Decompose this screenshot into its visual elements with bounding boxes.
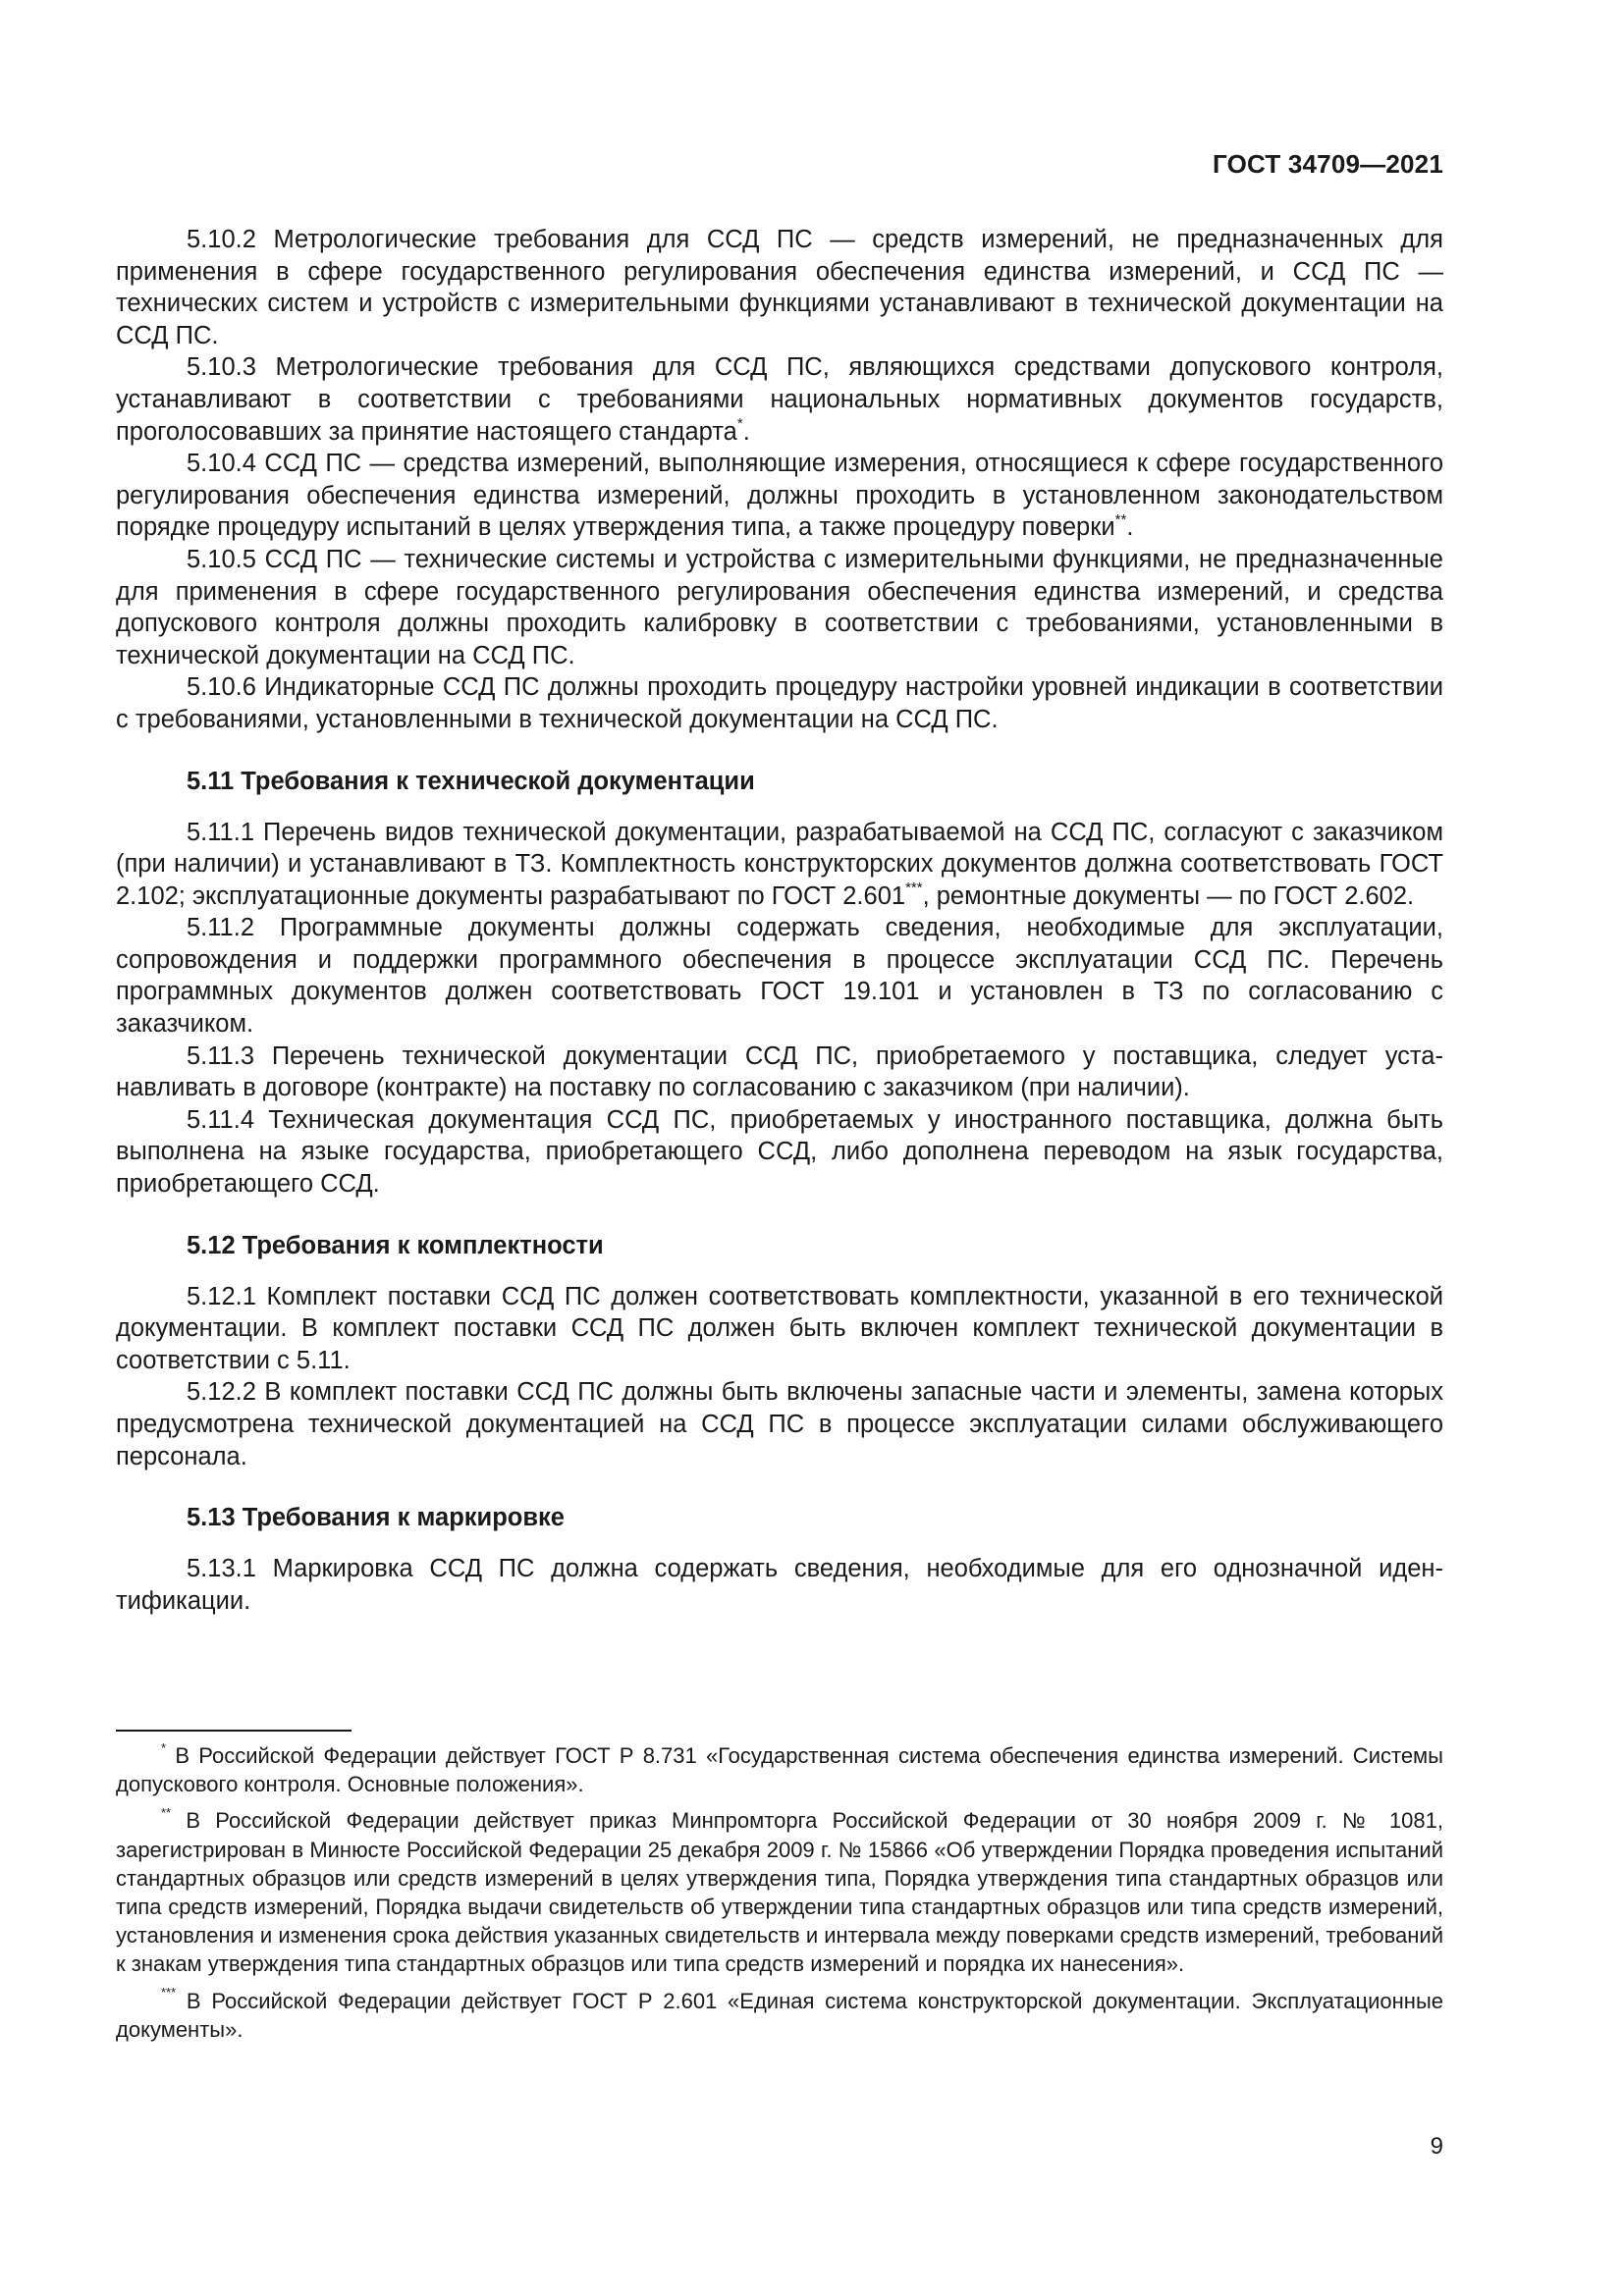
footnotes — [116, 1741, 1443, 2052]
section-heading-5-13: 5.13 Требования к маркировке — [187, 1504, 565, 1532]
footnote-1: * В Российской Федерации действует ГОСТ Р 8.731 «Государственная система обеспечения единства измерений. Системы допускового контроля. Основные положения». — [116, 1739, 1443, 1797]
paragraph-5-11-1: 5.11.1 Перечень видов технической документации, разрабатываемой на ССД ПС, согласуют с заказчиком (при наличии) и устанавливают в ТЗ. Комплектность конструкторских документов должна соответствовать ГОСТ 2.102; эксплуатационные документы разрабатывают по ГОСТ 2.601***, ремонтные документы — по ГОСТ 2.602. — [116, 818, 1443, 910]
document-body — [116, 224, 1443, 1617]
paragraph-5-10-2: 5.10.2 Метрологические требования для ССД ПС — средств измерений, не предназначенных для применения в сфере государственного регулирования обеспечения единства измерений, и ССД ПС — технических систем и устройств с измерительными функциями устанавливают в технической документации на ССД ПС. — [116, 226, 1443, 349]
paragraph-5-10-4: 5.10.4 ССД ПС — средства измерений, выполняющие измерения, относящиеся к сфере государственного регулирования обеспечения единства измерений, должны проходить в установленном законодательством порядке процедуру испытаний в целях утверждения типа, а также процедуру поверки**. — [116, 450, 1443, 542]
paragraph-5-10-3: 5.10.3 Метрологические требования для ССД ПС, являющихся средствами допускового контроля, устанавливают в соответствии с требованиями национальных нормативных документов государств, проголосовавших за принятие настоящего стандарта*. — [116, 353, 1443, 446]
paragraph-5-11-2: 5.11.2 Программные документы должны содержать сведения, необходимые для эксплуатации, сопровождения и поддержки программного обеспечения в процессе эксплуатации ССД ПС. Перечень программных документов должен соответствовать ГОСТ 19.101 и установлен в ТЗ по согласованию с заказчиком. — [116, 914, 1443, 1039]
paragraph-5-12-2: 5.12.2 В комплект поставки ССД ПС должны быть включены запасные части и элементы, замена которых предусмотрена технической документацией на ССД ПС в процессе эксплуатации силами обслуживающего персонала. — [116, 1378, 1443, 1470]
document-page — [116, 0, 1443, 2296]
footnote-ref-2: ** — [1114, 510, 1127, 528]
section-heading-5-12: 5.12 Требования к комплектности — [187, 1231, 604, 1259]
section-heading-5-11: 5.11 Требования к технической документации — [187, 767, 755, 795]
footnote-3: *** В Российской Федерации действует ГОСТ Р 2.601 «Единая система конструкторской документации. Эксплуатационные документы». — [116, 1985, 1443, 2042]
paragraph-5-12-1: 5.12.1 Комплект поставки ССД ПС должен соответствовать комплектности, указанной в его технической документации. В комплект поставки ССД ПС должен быть включен комплект технической документации в соответствии с 5.11. — [116, 1282, 1443, 1374]
paragraph-5-10-5: 5.10.5 ССД ПС — технические системы и устройства с измерительными функциями, не предназначенные для применения в сфере государственного регулирования обеспечения единства измерений, и средства допускового контроля должны проходить калибровку в соответствии с требованиями, установленными в технической документации на ССД ПС. — [116, 545, 1443, 669]
footnote-ref-3: *** — [905, 880, 923, 897]
footnote-mark: *** — [161, 1985, 177, 2001]
page-number: 9 — [1430, 2133, 1443, 2160]
paragraph-5-11-3: 5.11.3 Перечень технической документации ССД ПС, приобретаемого у поставщика, следует устанавливать в договоре (контракте) на поставку по согласованию с заказчиком (при наличии). — [116, 1041, 1443, 1102]
footnote-mark: ** — [161, 1805, 172, 1821]
paragraph-5-10-6: 5.10.6 Индикаторные ССД ПС должны проходить процедуру настройки уровней индикации в соответствии с требованиями, установленными в технической документации на ССД ПС. — [116, 673, 1443, 733]
footnote-2: ** В Российской Федерации действует приказ Минпромторга Российской Федерации от 30 ноября 2009 г. № 1081, зарегистрирован в Минюсте Российской Федерации 25 декабря 2009 г. № 15866 «Об утверждении Порядка проведения испытаний стандартных образцов или средств измерений в целях утверждения типа, Порядка утверждения типа стандартных образцов или типа средств измерений, Порядка выдачи свидетельств об утверждении типа стандартных образцов или типа средств измерений, установления и изменения срока действия указанных свидетельств и интервала между поверками средств измерений, требований к знакам утверждения типа стандартных образцов или типа средств измерений и порядка их нанесения». — [116, 1805, 1443, 1977]
document-header: ГОСТ 34709—2021 — [1213, 149, 1443, 179]
footnote-divider — [116, 1730, 352, 1732]
footnote-ref-1: * — [736, 415, 743, 433]
paragraph-5-11-4: 5.11.4 Техническая документация ССД ПС, приобретаемых у иностранного поставщика, должна быть выполнена на языке государства, приобретающего ССД, либо дополнена переводом на язык государства, приобретающего ССД. — [116, 1105, 1443, 1199]
paragraph-5-13-1: 5.13.1 Маркировка ССД ПС должна содержать сведения, необходимые для его однозначной идентификации. — [116, 1555, 1443, 1615]
footnote-mark: * — [161, 1739, 167, 1755]
